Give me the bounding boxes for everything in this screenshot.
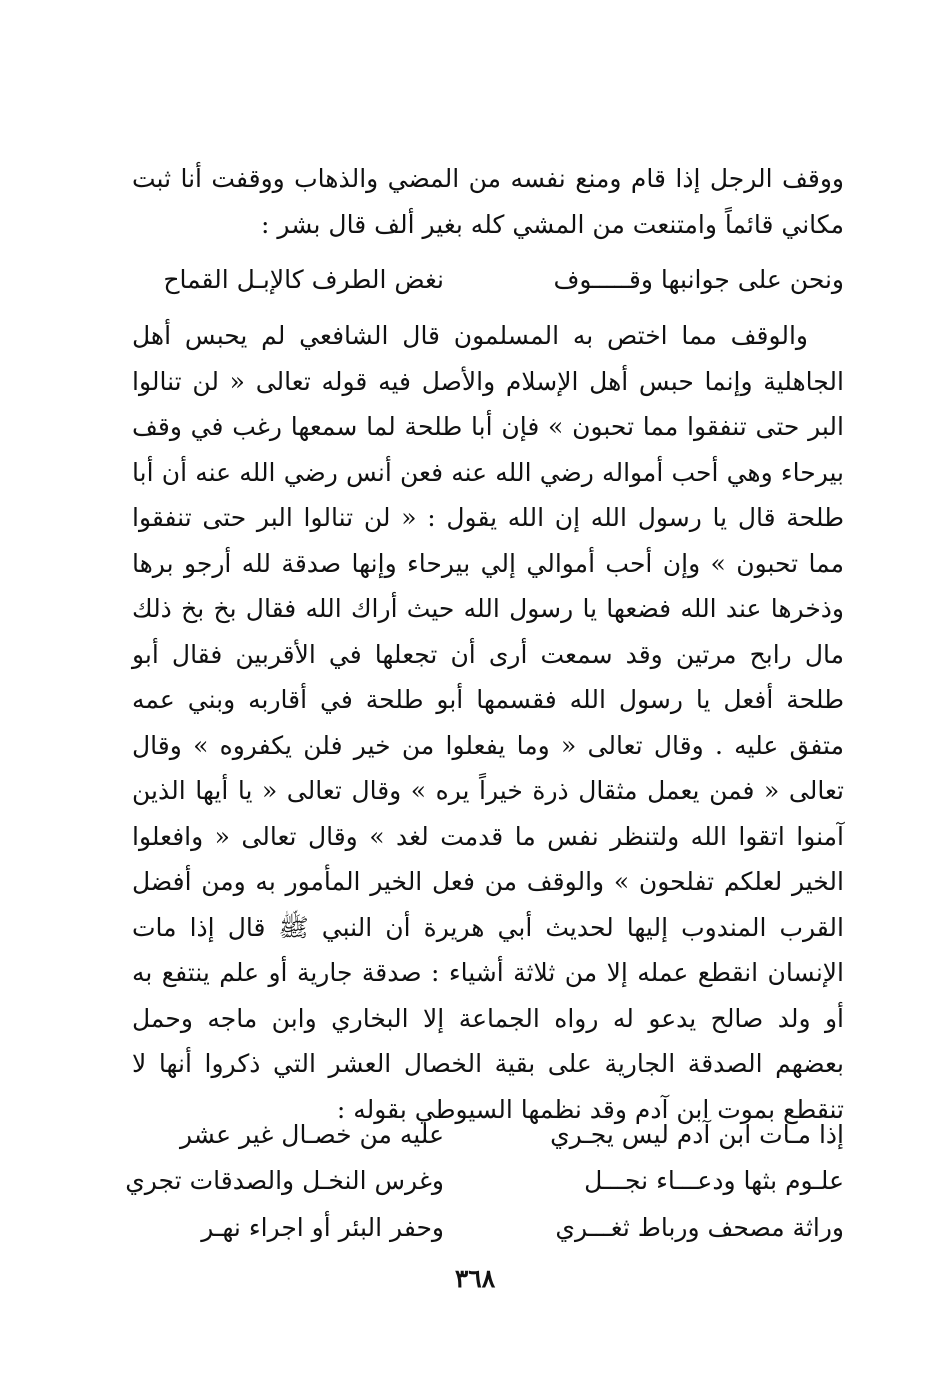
verse-first-hemistich: علـوم بثها ودعـــاء نجـــل xyxy=(584,1166,844,1195)
verse-second-hemistich: وغرس النخـل والصدقات تجري xyxy=(125,1166,444,1195)
page-number: ٣٦٨ xyxy=(454,1264,496,1293)
paragraph-waqf: والوقف مما اختص به المسلمون قال الشافعي لم يحبس أهل الجاهلية وإنما حبس أهل الإسلام والأصل فيه قوله تعالى « لن تنالوا البر حتى تنفقوا مما تحبون » فإن أبا طلحة لما سمعها رغب في وقف بيرحاء وهي أحب أمواله رضي الله عنه فعن أنس رضي الله عنه أن أبا طلحة قال يا رسول الله إن الله يقول : « لن تنالوا البر حتى تنفقوا مما تحبون » وإن أحب أموالي إلي بيرحاء وإنها صدقة لله أرجو برها وذخرها عند الله فضعها يا رسول الله حيث أراك الله فقال بخ بخ ذلك مال رابح مرتين وقد سمعت أرى أن تجعلها في الأقربين فقال أبو طلحة أفعل يا رسول الله فقسمها أبو طلحة في أقاربه وبني عمه متفق عليه . وقال تعالى « وما يفعلوا من خير فلن يكفروه » وقال تعالى « فمن يعمل مثقال ذرة خيراً يره » وقال تعالى « يا أيها الذين آمنوا اتقوا الله ولتنظر نفس ما قدمت لغد » وقال تعالى « وافعلوا الخير لعلكم تفلحون » والوقف من فعل الخير المأمور به ومن أفضل القرب المندوب إليها لحديث أبي هريرة أن النبي ﷺ قال إذا مات الإنسان انقطع عمله إلا من ثلاثة أشياء : صدقة جارية أو علم ينتفع به أو ولد صالح يدعو له رواه الجماعة إلا البخاري وابن ماجه وحمل بعضهم الصدقة الجارية على بقية الخصال العشر التي ذكروا أنها لا تنقطع بموت ابن آدم وقد نظمها السيوطي بقوله : xyxy=(132,321,844,1124)
poem-verse-bishr xyxy=(132,257,844,303)
main-paragraph-block xyxy=(132,313,844,1132)
poem-verse-suyuti-2 xyxy=(125,1158,844,1204)
opening-paragraph-block xyxy=(132,156,844,247)
verse-first-hemistich: ونحن على جوانبها وقـــــوف xyxy=(553,265,844,294)
poem-verse-suyuti-1 xyxy=(132,1112,844,1158)
verse-second-hemistich: وحفر البئر أو اجراء نهـر xyxy=(201,1213,444,1242)
poem-verse-suyuti-3 xyxy=(132,1205,844,1251)
verse-first-hemistich: إذا مـات ابن آدم ليس يجـري xyxy=(550,1120,844,1149)
paragraph-definition: ووقف الرجل إذا قام ومنع نفسه من المضي والذهاب ووقفت أنا ثبت مكاني قائماً وامتنعت من المشي كله بغير ألف قال بشر : xyxy=(132,164,844,239)
verse-first-hemistich: وراثة مصحف ورباط ثغـــري xyxy=(555,1213,844,1242)
verse-second-hemistich: نغض الطرف كالإبـل القماح xyxy=(163,265,444,294)
verse-second-hemistich: عليه من خصـال غير عشر xyxy=(179,1120,444,1149)
